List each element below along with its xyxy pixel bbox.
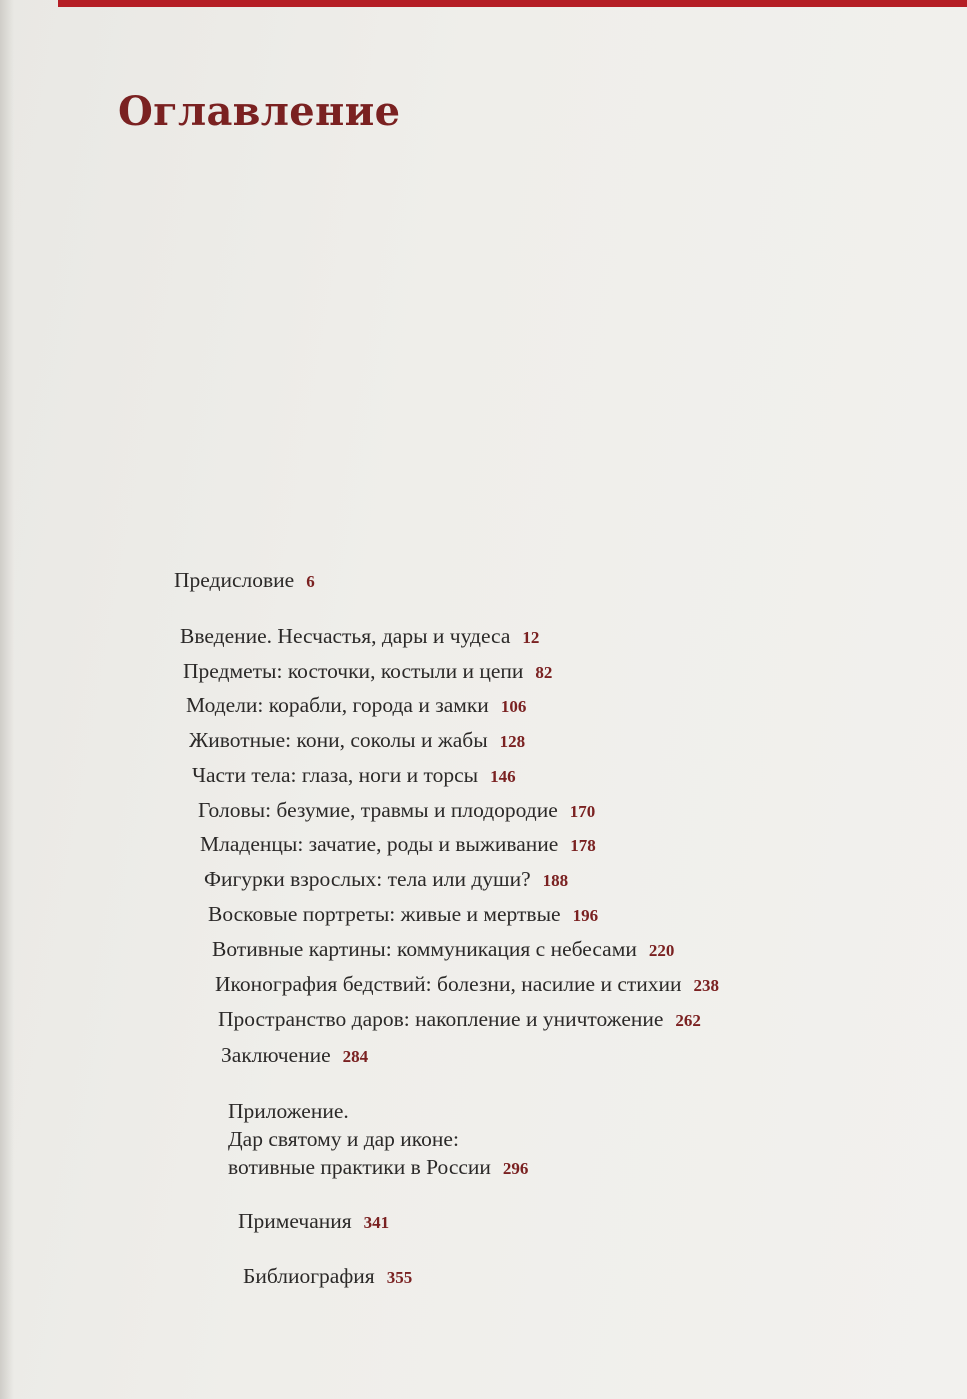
toc-entry-label: Части тела: глаза, ноги и торсы: [192, 763, 479, 787]
toc-entry-bibliography[interactable]: [243, 1264, 412, 1290]
toc-entry-votive-paintings[interactable]: [212, 937, 674, 963]
toc-entry-adult-figures[interactable]: [204, 867, 568, 893]
toc-entry-page: 82: [535, 663, 553, 682]
toc-entry-animals[interactable]: [189, 728, 525, 754]
appendix-line-1: Приложение.: [228, 1099, 349, 1123]
toc-entry-label: Введение. Несчастья, дары и чудеса: [180, 624, 511, 648]
page-title: Оглавление: [118, 88, 401, 135]
page-gutter-shadow: [0, 0, 14, 1399]
toc-entry-label: Младенцы: зачатие, роды и выживание: [200, 832, 559, 856]
toc-entry-appendix[interactable]: [228, 1097, 528, 1183]
toc-entry-page: 170: [569, 802, 596, 821]
toc-entry-page: 262: [675, 1011, 701, 1030]
toc-entry-label: Библиография: [243, 1264, 375, 1288]
toc-entry-conclusion[interactable]: [221, 1043, 368, 1069]
toc-entry-page: 220: [648, 941, 675, 960]
toc-entry-label: Примечания: [238, 1209, 352, 1233]
appendix-line-3-label: вотивные практики в России: [228, 1155, 491, 1179]
toc-entry-iconography[interactable]: [215, 972, 719, 998]
toc-entry-page: 238: [693, 976, 720, 995]
top-accent-bar: [58, 0, 967, 7]
toc-entry-wax-portraits[interactable]: [208, 902, 598, 928]
toc-entry-introduction[interactable]: [180, 624, 539, 650]
toc-entry-label: Заключение: [221, 1043, 331, 1067]
toc-entry-page: 355: [386, 1268, 413, 1287]
toc-entry-page: 146: [490, 767, 516, 786]
toc-entry-label: Предметы: косточки, костыли и цепи: [183, 659, 524, 683]
appendix-line-3: [228, 1153, 528, 1183]
toc-entry-label: Пространство даров: накопление и уничтожение: [218, 1007, 664, 1031]
toc-entry-page: 196: [572, 906, 599, 925]
toc-entry-models[interactable]: [186, 693, 526, 719]
toc-entry-page: 296: [502, 1159, 529, 1178]
toc-entry-space-of-gifts[interactable]: [218, 1007, 701, 1033]
toc-entry-page: 178: [570, 836, 596, 855]
appendix-line-2: Дар святому и дар иконе:: [228, 1127, 459, 1151]
toc-entry-preface[interactable]: [174, 568, 315, 594]
toc-entry-page: 12: [522, 628, 540, 647]
toc-entry-label: Модели: корабли, города и замки: [186, 693, 489, 717]
toc-entry-page: 128: [499, 732, 526, 751]
toc-entry-label: Животные: кони, соколы и жабы: [189, 728, 488, 752]
toc-entry-objects[interactable]: [183, 659, 552, 685]
toc-entry-infants[interactable]: [200, 832, 596, 858]
toc-entry-label: Иконография бедствий: болезни, насилие и стихии: [215, 972, 682, 996]
toc-entry-heads[interactable]: [198, 798, 595, 824]
toc-entry-notes[interactable]: [238, 1209, 389, 1235]
toc-entry-label: Восковые портреты: живые и мертвые: [208, 902, 561, 926]
toc-entry-body-parts[interactable]: [192, 763, 516, 789]
toc-entry-page: 341: [363, 1213, 390, 1232]
toc-entry-label: Головы: безумие, травмы и плодородие: [198, 798, 558, 822]
toc-entry-page: 284: [342, 1047, 369, 1066]
toc-entry-page: 188: [542, 871, 569, 890]
toc-entry-label: Предисловие: [174, 568, 295, 592]
toc-entry-label: Вотивные картины: коммуникация с небесами: [212, 937, 637, 961]
toc-entry-label: Фигурки взрослых: тела или души?: [204, 867, 531, 891]
toc-entry-page: 106: [500, 697, 527, 716]
toc-entry-page: 6: [306, 572, 315, 591]
